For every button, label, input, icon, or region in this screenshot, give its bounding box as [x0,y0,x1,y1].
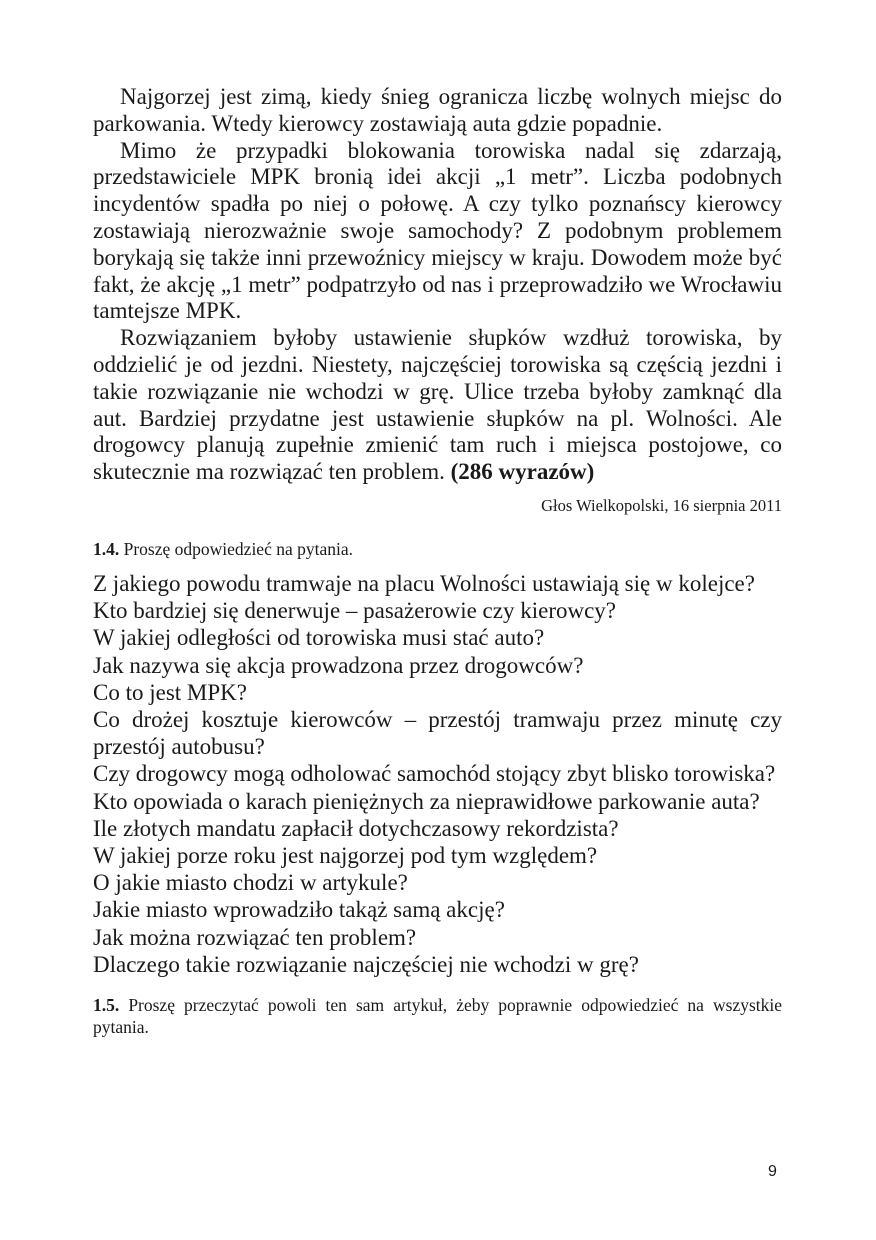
article-paragraph [93,325,782,486]
question-item: Jak można rozwiązać ten problem? [93,924,417,950]
task-1-4 [93,538,782,560]
article-source: Głos Wielkopolski, 16 sierpnia 2011 [541,495,782,515]
article-paragraph: Najgorzej jest zimą, kiedy śnieg ogranicza liczbę wolnych miejsc do parkowania. Wtedy kierowcy zostawiają auta gdzie popadnie. [93,84,782,136]
question-item: Z jakiego powodu tramwaje na placu Wolności ustawiają się w kolejce? [93,570,755,596]
question-item: Jakie miasto wprowadziło takąż samą akcję? [93,897,505,923]
question-item: Dlaczego takie rozwiązanie najczęściej nie wchodzi w grę? [93,951,639,977]
page-number: 9 [768,1163,777,1180]
task-instruction: Proszę odpowiedzieć na pytania. [123,538,353,559]
word-count: (286 wyrazów) [450,459,595,485]
question-item: Kto opowiada o karach pieniężnych za nieprawidłowe parkowanie auta? [93,788,760,814]
task-instruction: Proszę przeczytać powoli ten sam artykuł, żeby poprawnie odpowiedzieć na wszystkie pytania. [93,995,783,1037]
question-item: Co to jest MPK? [93,679,247,705]
page-content [93,84,782,1038]
question-item: Kto bardziej się denerwuje – pasażerowie czy kierowcy? [93,598,617,624]
question-item: Co drożej kosztuje kierowców – przestój tramwaju przez minutę czy przestój autobusu? [93,706,782,760]
question-item: Czy drogowcy mogą odholować samochód stojący zbyt blisko torowiska? [93,761,776,787]
question-item: Jak nazywa się akcja prowadzona przez drogowców? [93,652,584,678]
article [93,84,782,516]
task-number: 1.4. [93,538,120,559]
task-1-5 [93,994,782,1038]
task-number: 1.5. [93,995,120,1015]
question-item: Ile złotych mandatu zapłacił dotychczasowy rekordzista? [93,815,619,841]
question-item: W jakiej odległości od torowiska musi stać auto? [93,625,545,651]
question-item: W jakiej porze roku jest najgorzej pod tym względem? [93,842,598,868]
question-list [93,570,782,978]
article-paragraph-text: Rozwiązaniem byłoby ustawienie słupków wzdłuż torowiska, by oddzielić je od jezdni. Niestety, najczęściej torowiska są częścią jezdni i takie rozwiązanie nie wchodzi w grę. Ulice trzeba byłoby zamknąć dla aut. Bardziej przydatne jest ustawienie słupków na pl. Wolności. Ale drogowcy planują zupełnie zmienić tam ruch i miejsca postojowe, co skutecznie ma rozwiązać ten problem. [93,325,782,485]
question-item: O jakie miasto chodzi w artykule? [93,870,408,896]
article-paragraph: Mimo że przypadki blokowania torowiska nadal się zdarzają, przedstawiciele MPK bronią idei akcji „1 metr”. Liczba podobnych incydentów spadła po niej o połowę. A czy tylko poznańscy kierowcy zostawiają nierozważnie swoje samochody? Z podobnym problemem borykają się także inni przewoźnicy miejscy w kraju. Dowodem może być fakt, że akcję „1 metr” podpatrzyło od nas i przeprowadziło we Wrocławiu tamtejsze MPK. [93,137,782,324]
